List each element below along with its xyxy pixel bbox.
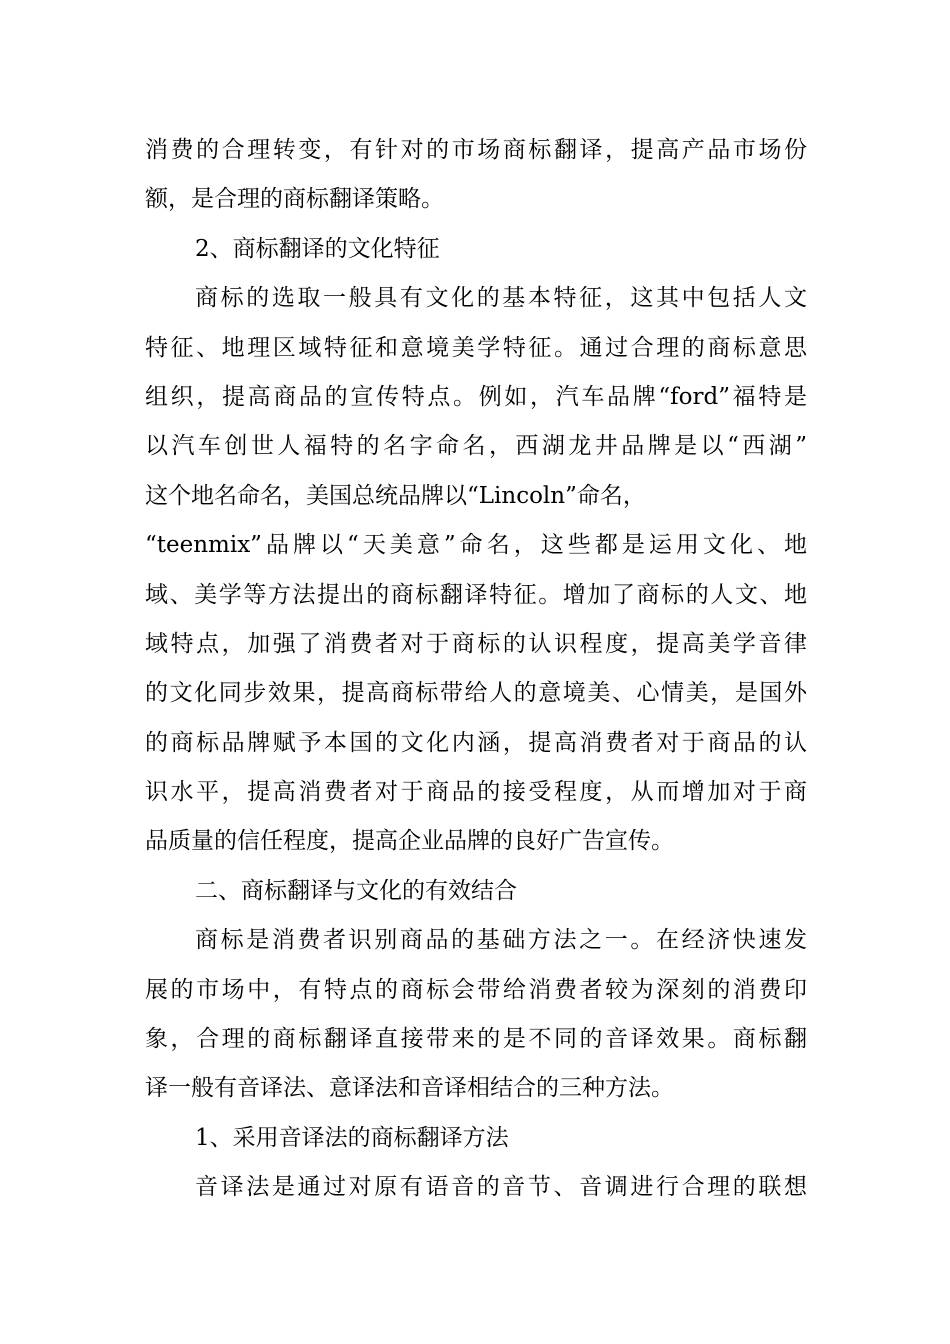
body-line: 额，是合理的商标翻译策略。 xyxy=(145,186,444,213)
paragraph-first-line: 商标是消费者识别商品的基础方法之一。在经济快速发 xyxy=(195,927,807,954)
body-line: 域特点，加强了消费者对于商标的认识程度，提高美学音律 xyxy=(145,630,807,657)
body-line: 译一般有音译法、意译法和音译相结合的三种方法。 xyxy=(145,1075,674,1102)
body-line: 特征、地理区域特征和意境美学特征。通过合理的商标意思 xyxy=(145,334,807,361)
section-heading: 2、商标翻译的文化特征 xyxy=(195,235,440,262)
paragraph-first-line: 音译法是通过对原有语音的音节、音调进行合理的联想 xyxy=(195,1174,807,1201)
section-heading: 1、采用音译法的商标翻译方法 xyxy=(195,1124,509,1151)
body-line: 识水平，提高消费者对于商品的接受程度，从而增加对于商 xyxy=(145,779,807,806)
body-line: 以汽车创世人福特的名字命名，西湖龙井品牌是以“西湖” xyxy=(145,433,807,460)
body-line: 象，合理的商标翻译直接带来的是不同的音译效果。商标翻 xyxy=(145,1026,807,1053)
body-line: 的文化同步效果，提高商标带给人的意境美、心情美，是国外 xyxy=(145,680,807,707)
paragraph-first-line: 商标的选取一般具有文化的基本特征，这其中包括人文 xyxy=(195,285,807,312)
body-line: 的商标品牌赋予本国的文化内涵，提高消费者对于商品的认 xyxy=(145,729,807,756)
body-line: 品质量的信任程度，提高企业品牌的良好广告宣传。 xyxy=(145,828,674,855)
document-page xyxy=(145,126,807,1213)
body-line: 消费的合理转变，有针对的市场商标翻译，提高产品市场份 xyxy=(145,137,807,163)
body-line: 这个地名命名，美国总统品牌以“Lincoln”命名， xyxy=(145,482,646,509)
body-line: 展的市场中，有特点的商标会带给消费者较为深刻的消费印 xyxy=(145,976,807,1003)
section-heading: 二、商标翻译与文化的有效结合 xyxy=(195,877,517,904)
body-line: “teenmix”品牌以“天美意”命名，这些都是运用文化、地 xyxy=(145,532,807,559)
body-line: 组织，提高商品的宣传特点。例如，汽车品牌“ford”福特是 xyxy=(145,383,807,410)
body-line: 域、美学等方法提出的商标翻译特征。增加了商标的人文、地 xyxy=(145,581,807,608)
